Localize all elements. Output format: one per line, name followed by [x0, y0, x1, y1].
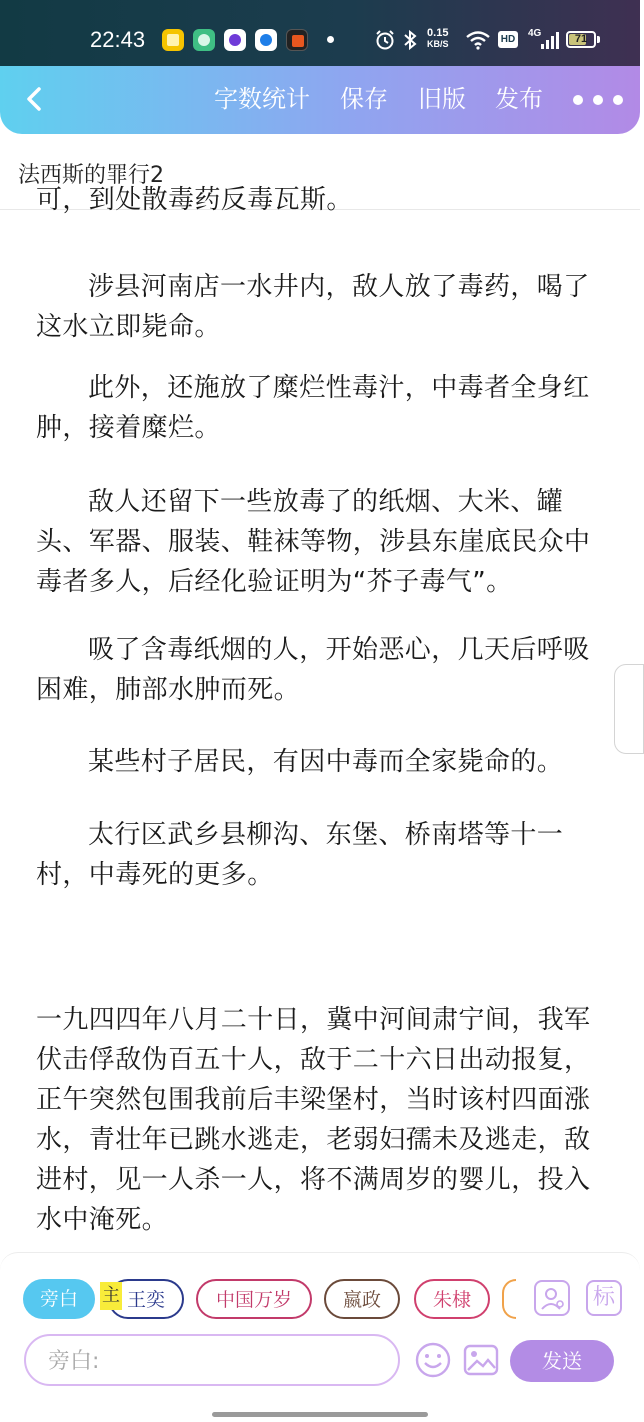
bluetooth-icon — [402, 29, 418, 51]
tag-label: 标 — [592, 1285, 615, 1310]
battery-icon — [566, 31, 596, 48]
person-settings-icon[interactable] — [534, 1280, 570, 1316]
image-icon[interactable] — [462, 1341, 500, 1379]
status-time: 22:43 — [90, 27, 146, 52]
paragraph: 一九四四年八月二十日，冀中河间肃宁间，我军伏击俘敌伪百五十人，敌于二十六日出动报复，正午突然包围我前后丰梁堡村，当时该村四面涨水，青壮年已跳水逃走，老弱妇孺未及逃走，敌进村，见一人杀一人，将不满周岁的婴儿，投入水中淹死。 — [36, 1005, 591, 1235]
emoji-icon[interactable] — [414, 1341, 452, 1379]
battery-level: 71 — [574, 33, 588, 45]
purple-app-icon — [224, 29, 246, 51]
word-count-button[interactable]: 字数统计 — [214, 85, 310, 113]
paragraph: 吸了含毒纸烟的人，开始恶心，几天后呼吸困难，肺部水肿而死。 — [36, 635, 590, 705]
home-indicator[interactable] — [212, 1412, 428, 1417]
save-button[interactable]: 保存 — [340, 85, 388, 113]
message-input-box[interactable] — [24, 1334, 400, 1386]
article-content[interactable] — [0, 185, 640, 1252]
alarm-icon — [374, 29, 396, 51]
net-speed-value: 0.15 — [427, 27, 449, 39]
paragraph: 可，到处散毒药反毒瓦斯。 — [36, 185, 353, 215]
hd-badge: HD — [498, 31, 518, 48]
status-bar — [0, 0, 640, 66]
old-version-button[interactable]: 旧版 — [418, 85, 466, 113]
blue-app-icon — [255, 29, 277, 51]
signal-icon — [540, 30, 560, 50]
send-button[interactable]: 发送 — [510, 1340, 614, 1382]
tag-button[interactable] — [586, 1280, 622, 1316]
paragraph: 某些村子居民，有因中毒而全家毙命的。 — [88, 747, 564, 777]
notes-app-icon — [162, 29, 184, 51]
publish-button[interactable]: 发布 — [495, 85, 543, 113]
net-speed — [427, 28, 449, 50]
paragraph: 涉县河南店一水井内，敌人放了毒药，喝了这水立即毙命。 — [36, 272, 590, 342]
character-chip[interactable]: 王奕 — [108, 1279, 184, 1319]
scroll-handle[interactable] — [614, 664, 644, 754]
chevron-left-icon[interactable] — [18, 82, 52, 116]
document-title[interactable]: 法西斯的罪行2 — [18, 163, 164, 188]
network-label: 4G — [528, 28, 542, 39]
more-dots-icon[interactable] — [570, 88, 626, 112]
character-chip[interactable]: 中国万岁 — [196, 1279, 312, 1319]
message-input[interactable] — [48, 1344, 378, 1378]
dark-app-icon — [286, 29, 308, 51]
editor-toolbar — [0, 66, 640, 134]
character-chip[interactable]: 嬴政 — [324, 1279, 400, 1319]
character-chip[interactable]: 朱棣 — [414, 1279, 490, 1319]
paragraph: 敌人还留下一些放毒了的纸烟、大米、罐头、军器、服装、鞋袜等物，涉县东崖底民众中毒者多人，后经化验证明为“芥子毒气”。 — [36, 487, 591, 597]
notification-dot — [327, 36, 334, 43]
character-chip-partial[interactable] — [502, 1279, 516, 1319]
paragraph: 此外，还施放了糜烂性毒汁，中毒者全身红肿，接着糜烂。 — [36, 373, 590, 443]
person-icon — [536, 1282, 568, 1314]
net-speed-unit: KB/S — [427, 39, 449, 49]
wifi-icon — [465, 29, 491, 51]
character-chip-narrator[interactable]: 旁白 — [23, 1279, 95, 1319]
protagonist-badge: 主 — [100, 1282, 122, 1310]
green-app-icon — [193, 29, 215, 51]
paragraph: 太行区武乡县柳沟、东堡、桥南塔等十一村，中毒死的更多。 — [36, 820, 564, 890]
